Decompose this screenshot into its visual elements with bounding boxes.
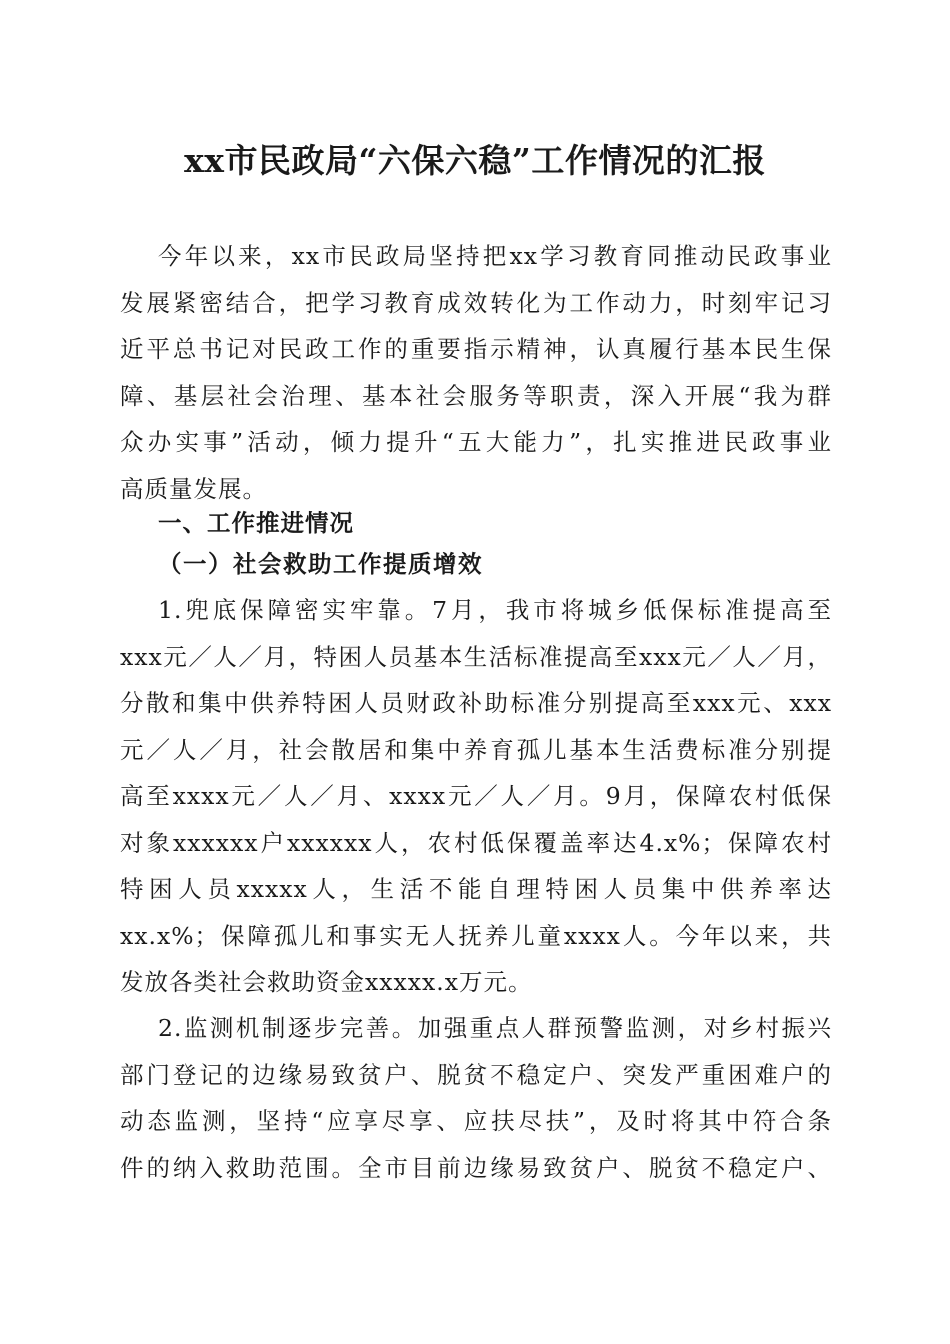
intro-paragraph: [120, 233, 832, 512]
section-heading: 一、工作推进情况: [158, 509, 354, 537]
para1-line: 对象xxxxxx户xxxxxx人，农村低保覆盖率达4.x%；保障农村: [120, 828, 832, 857]
para2-line: 2.监测机制逐步完善。加强重点人群预警监测，对乡村振兴: [158, 1014, 832, 1042]
para1-line: xxx元／人／月，特困人员基本生活标准提高至xxx元／人／月，: [120, 642, 832, 671]
para1-line: 发放各类社会救助资金xxxxx.x万元。: [120, 968, 533, 996]
para2-line: 部门登记的边缘易致贫户、脱贫不稳定户、突发严重困难户的: [120, 1060, 832, 1089]
document-title: xx市民政局“六保六稳”工作情况的汇报: [184, 141, 766, 180]
para2-line: 件的纳入救助范围。全市目前边缘易致贫户、脱贫不稳定户、: [120, 1153, 832, 1182]
intro-line: 障、基层社会治理、基本社会服务等职责，深入开展“我为群: [120, 381, 832, 410]
para1-line: 元／人／月，社会散居和集中养育孤儿基本生活费标准分别提: [120, 735, 832, 764]
para1-line: 高至xxxx元／人／月、xxxx元／人／月。9月，保障农村低保: [120, 782, 832, 810]
para1-line: 1.兜底保障密实牢靠。7月，我市将城乡低保标准提高至: [158, 596, 832, 624]
intro-line: 近平总书记对民政工作的重要指示精神，认真履行基本民生保: [120, 335, 832, 363]
para2-line: 动态监测，坚持“应享尽享、应扶尽扶”，及时将其中符合条: [120, 1107, 832, 1135]
paragraph-1: [120, 587, 832, 1006]
intro-line: 今年以来，xx市民政局坚持把xx学习教育同推动民政事业: [158, 242, 832, 270]
para1-line: xx.x%；保障孤儿和事实无人抚养儿童xxxx人。今年以来，共: [120, 921, 832, 950]
intro-line: 发展紧密结合，把学习教育成效转化为工作动力，时刻牢记习: [120, 288, 832, 317]
paragraph-2: [120, 1005, 832, 1191]
intro-line: 众办实事”活动，倾力提升“五大能力”，扎实推进民政事业: [120, 428, 832, 456]
subsection-heading: （一）社会救助工作提质增效: [158, 550, 483, 578]
intro-line: 高质量发展。: [120, 474, 267, 503]
para1-line: 特困人员xxxxx人，生活不能自理特困人员集中供养率达: [120, 875, 832, 903]
para1-line: 分散和集中供养特困人员财政补助标准分别提高至xxx元、xxx: [120, 689, 832, 717]
